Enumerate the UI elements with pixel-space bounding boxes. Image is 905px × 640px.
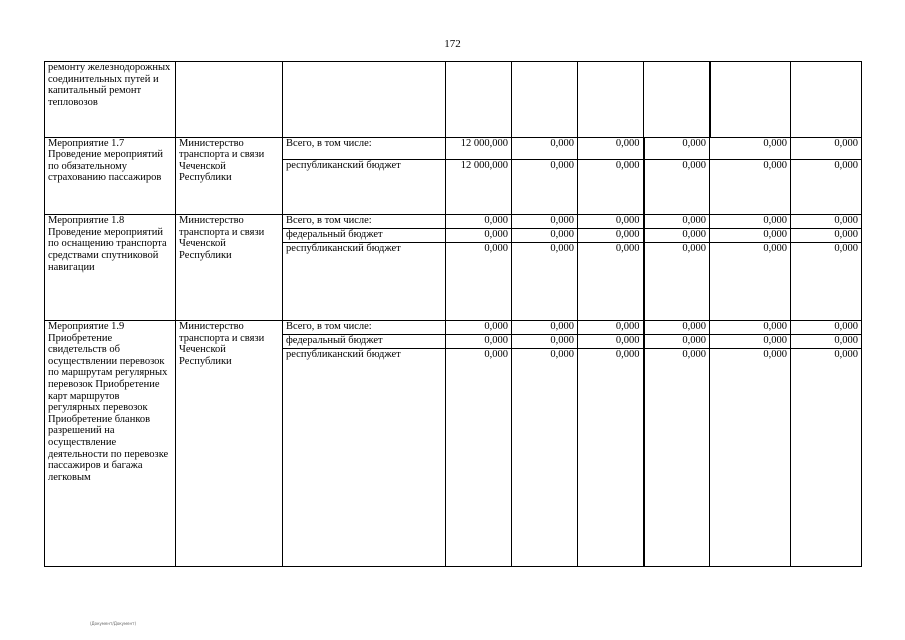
measure-cell: Мероприятие 1.9 Приобретение свидетельств об осуществлении перевозок по маршрутам регулярных перевозок Приобретение карт маршрутов регулярных перевозок Приобретение бланков разрешений на осуществление деятельности по перевозке пассажиров и багажа легковым: [45, 321, 176, 567]
budget-table: [44, 61, 862, 567]
value-cell: 0,000: [710, 137, 791, 159]
executor-cell: Министерство транспорта и связи Чеченской Республики: [176, 321, 283, 567]
value-cell: 0,000: [644, 349, 710, 567]
value-cell: 0,000: [791, 349, 862, 567]
value-cell: 0,000: [644, 229, 710, 243]
value-cell: 0,000: [512, 335, 578, 349]
value-cell: 0,000: [578, 159, 644, 214]
empty-cell: [578, 62, 644, 138]
value-cell: 0,000: [791, 229, 862, 243]
value-cell: 0,000: [710, 229, 791, 243]
value-cell: 0,000: [791, 137, 862, 159]
value-cell: 0,000: [512, 137, 578, 159]
value-cell: 0,000: [710, 159, 791, 214]
value-cell: 0,000: [644, 215, 710, 229]
value-cell: 0,000: [578, 349, 644, 567]
funding-source-cell: республиканский бюджет: [283, 159, 446, 214]
value-cell: 0,000: [644, 159, 710, 214]
funding-source-cell: Всего, в том числе:: [283, 321, 446, 335]
document-footnote: (Документ/Документ): [90, 621, 137, 626]
value-cell: 0,000: [446, 215, 512, 229]
funding-source-cell: Всего, в том числе:: [283, 215, 446, 229]
page-number: 172: [444, 38, 461, 50]
funding-source-cell: федеральный бюджет: [283, 335, 446, 349]
value-cell: 0,000: [710, 243, 791, 321]
executor-cell: Министерство транспорта и связи Чеченской Республики: [176, 215, 283, 321]
value-cell: 0,000: [791, 335, 862, 349]
value-cell: 12 000,000: [446, 137, 512, 159]
funding-source-cell: федеральный бюджет: [283, 229, 446, 243]
value-cell: 0,000: [512, 159, 578, 214]
value-cell: 0,000: [512, 349, 578, 567]
value-cell: 0,000: [446, 335, 512, 349]
value-cell: 0,000: [791, 159, 862, 214]
funding-source-cell: Всего, в том числе:: [283, 137, 446, 159]
value-cell: 0,000: [644, 137, 710, 159]
value-cell: 0,000: [710, 349, 791, 567]
funding-source-cell: республиканский бюджет: [283, 243, 446, 321]
value-cell: 0,000: [710, 321, 791, 335]
value-cell: 0,000: [710, 335, 791, 349]
empty-cell: [446, 62, 512, 138]
table-row: [45, 215, 862, 229]
value-cell: 0,000: [578, 229, 644, 243]
table-row: [45, 137, 862, 159]
value-cell: 0,000: [512, 321, 578, 335]
value-cell: 0,000: [578, 321, 644, 335]
value-cell: 0,000: [644, 335, 710, 349]
value-cell: 0,000: [644, 243, 710, 321]
value-cell: 0,000: [791, 243, 862, 321]
value-cell: 0,000: [512, 243, 578, 321]
value-cell: 0,000: [512, 229, 578, 243]
empty-cell: [644, 62, 710, 138]
measure-cell: Мероприятие 1.8 Проведение мероприятий по оснащению транспорта средствами спутниковой навигации: [45, 215, 176, 321]
value-cell: 0,000: [644, 321, 710, 335]
empty-cell: [710, 62, 791, 138]
measure-cell: Мероприятие 1.7 Проведение мероприятий по обязательному страхованию пассажиров: [45, 137, 176, 215]
empty-cell: [512, 62, 578, 138]
value-cell: 0,000: [578, 215, 644, 229]
value-cell: 0,000: [578, 335, 644, 349]
value-cell: 0,000: [512, 215, 578, 229]
empty-cell: [791, 62, 862, 138]
value-cell: 0,000: [710, 215, 791, 229]
value-cell: 12 000,000: [446, 159, 512, 214]
table-row: [45, 62, 862, 138]
value-cell: 0,000: [446, 229, 512, 243]
empty-cell: [176, 62, 283, 138]
measure-cell: ремонту железнодорожных соединительных путей и капитальный ремонт тепловозов: [45, 62, 176, 138]
value-cell: 0,000: [791, 321, 862, 335]
value-cell: 0,000: [446, 349, 512, 567]
executor-cell: Министерство транспорта и связи Чеченской Республики: [176, 137, 283, 215]
funding-source-cell: республиканский бюджет: [283, 349, 446, 567]
table-row: [45, 321, 862, 335]
value-cell: 0,000: [578, 137, 644, 159]
value-cell: 0,000: [446, 243, 512, 321]
value-cell: 0,000: [791, 215, 862, 229]
value-cell: 0,000: [578, 243, 644, 321]
empty-cell: [283, 62, 446, 138]
value-cell: 0,000: [446, 321, 512, 335]
